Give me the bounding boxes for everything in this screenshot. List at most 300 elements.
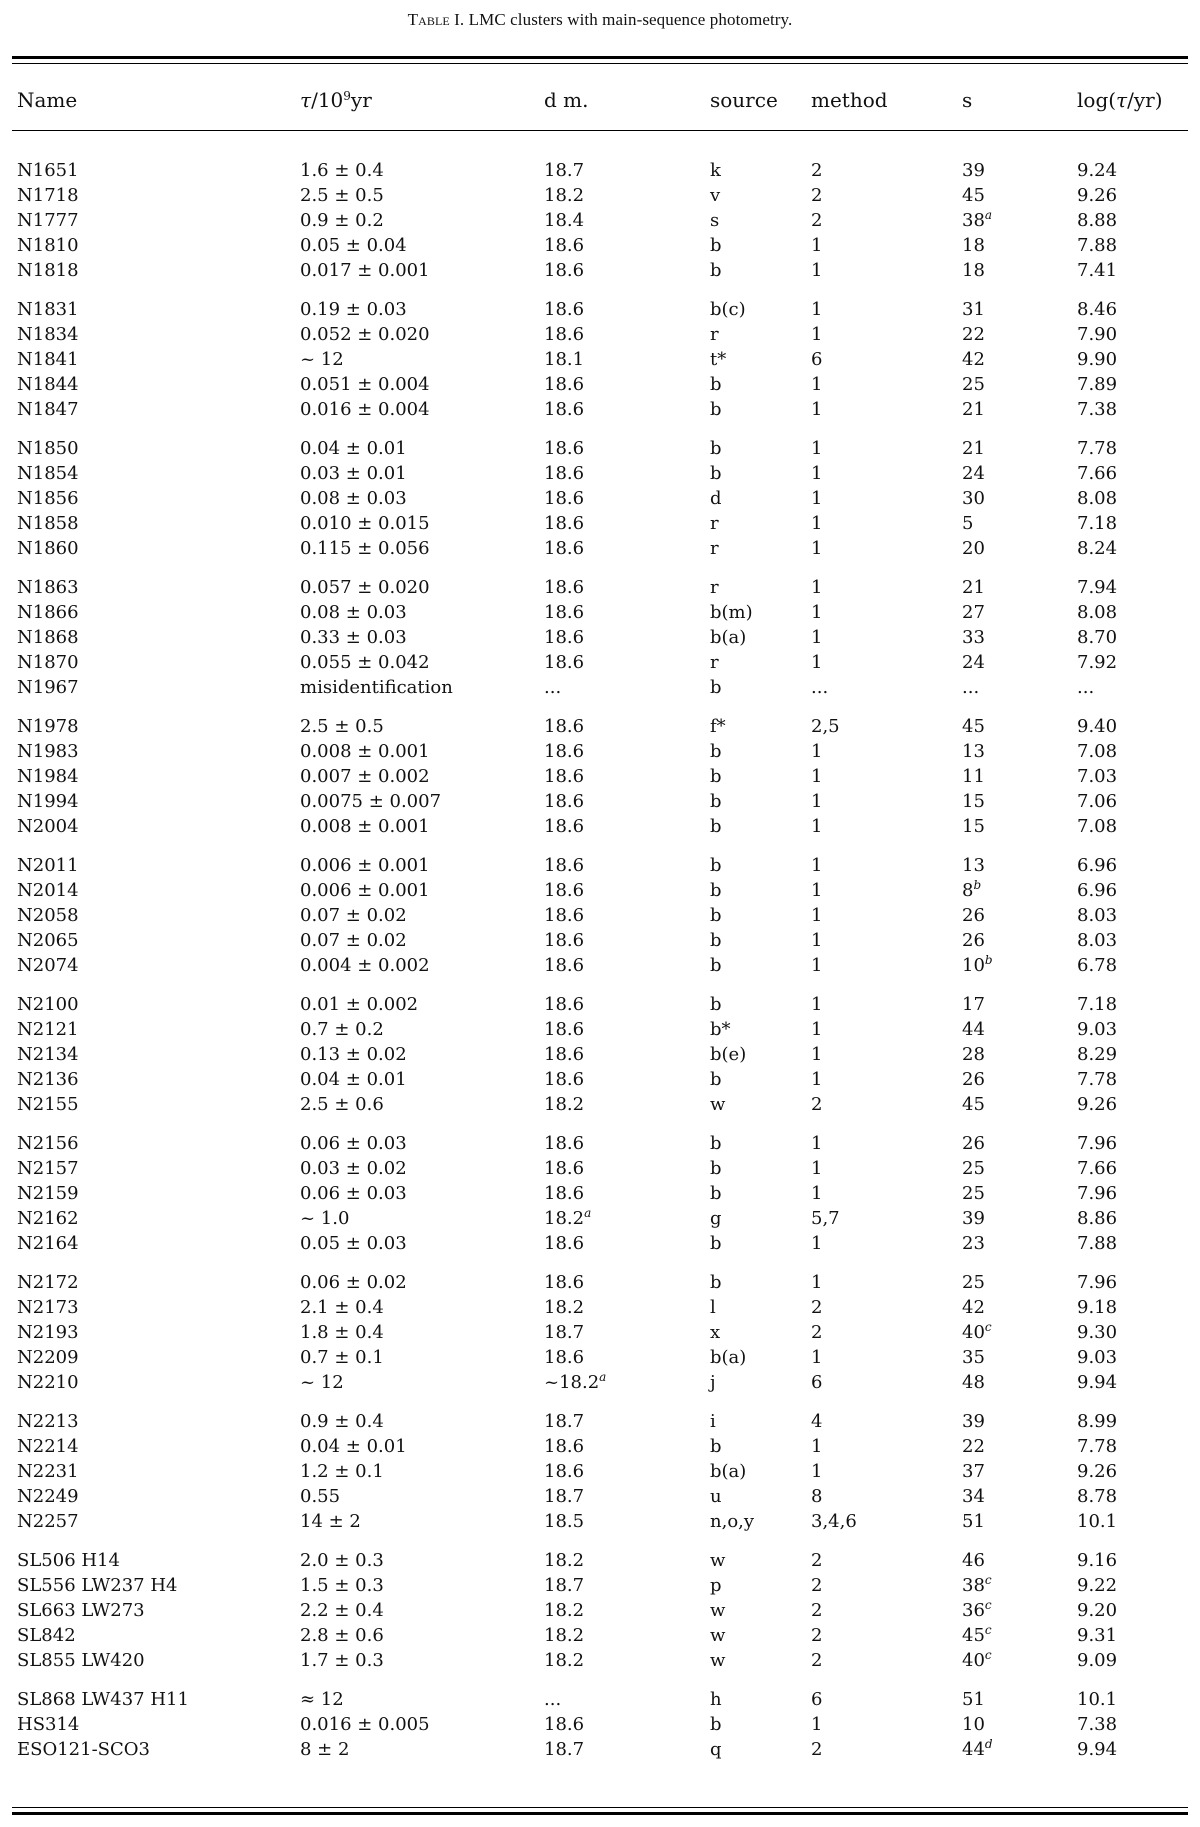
cell-method xyxy=(811,1509,857,1534)
cell-log xyxy=(1077,1737,1117,1762)
cell-s xyxy=(962,1573,992,1598)
cell-name xyxy=(17,461,79,486)
footnote-marker: b xyxy=(984,953,993,967)
cell-source-text: u xyxy=(710,1486,722,1507)
cell-name-text: N1856 xyxy=(17,488,79,509)
cell-method-text: 1 xyxy=(811,1233,823,1254)
cell-method-text: 1 xyxy=(811,741,823,762)
cell-s-text: 22 xyxy=(962,324,985,345)
table-row xyxy=(0,1573,1200,1598)
cell-dm xyxy=(544,1067,584,1092)
cell-method xyxy=(811,1409,822,1434)
cell-age xyxy=(300,625,407,650)
cell-dm-text: 18.2 xyxy=(544,1600,585,1621)
cell-dm-text: 18.7 xyxy=(544,1486,585,1507)
cell-s xyxy=(962,625,985,650)
cell-dm xyxy=(544,183,584,208)
cell-dm xyxy=(544,536,584,561)
cell-s xyxy=(962,992,985,1017)
cell-source-text: b(a) xyxy=(710,1461,747,1482)
table-row xyxy=(0,1509,1200,1534)
cell-s xyxy=(962,739,985,764)
cell-dm xyxy=(544,1320,584,1345)
cell-name-text: N1847 xyxy=(17,399,79,420)
cell-log-text: 7.08 xyxy=(1077,741,1118,762)
table-row xyxy=(0,1548,1200,1573)
cell-dm-text: ~18.2 xyxy=(544,1372,600,1393)
cell-dm-text: 18.6 xyxy=(544,299,585,320)
cell-dm xyxy=(544,461,584,486)
cell-log-text: 8.03 xyxy=(1077,930,1118,951)
cell-source-text: b xyxy=(710,677,722,698)
cell-dm xyxy=(544,1484,584,1509)
cell-source xyxy=(710,953,722,978)
cell-method-text: 2 xyxy=(811,185,823,206)
cell-source xyxy=(710,1320,720,1345)
cell-dm xyxy=(544,575,584,600)
cell-method xyxy=(811,158,822,183)
cell-age xyxy=(300,372,430,397)
cell-source xyxy=(710,853,722,878)
cell-source-text: b xyxy=(710,1133,722,1154)
cell-method xyxy=(811,1737,822,1762)
cell-s xyxy=(962,764,985,789)
cell-source xyxy=(710,1548,725,1573)
table-row xyxy=(0,1231,1200,1256)
cell-method-text: 2 xyxy=(811,160,823,181)
cell-method xyxy=(811,397,822,422)
cell-dm-text: ... xyxy=(544,1689,562,1710)
cell-log-text: 9.94 xyxy=(1077,1739,1118,1760)
cell-method xyxy=(811,258,822,283)
cell-method-text: 6 xyxy=(811,1689,823,1710)
table-row xyxy=(0,953,1200,978)
cell-s xyxy=(962,1434,985,1459)
cell-source-text: h xyxy=(710,1689,722,1710)
cell-dm xyxy=(544,511,584,536)
cell-age xyxy=(300,1409,384,1434)
cell-method xyxy=(811,1156,822,1181)
cell-source xyxy=(710,1270,722,1295)
cell-method-text: 1 xyxy=(811,1714,823,1735)
cell-method-text: 2 xyxy=(811,1094,823,1115)
cell-dm xyxy=(544,158,584,183)
cell-log-text: 9.31 xyxy=(1077,1625,1118,1646)
cell-source-text: b(m) xyxy=(710,602,753,623)
cell-s-text: 30 xyxy=(962,488,985,509)
cell-dm-text: 18.7 xyxy=(544,1739,585,1760)
cell-age-text: 0.05 ± 0.03 xyxy=(300,1233,407,1254)
cell-source-text: t* xyxy=(710,349,727,370)
cell-source xyxy=(710,486,722,511)
cell-s-text: 18 xyxy=(962,260,985,281)
cell-s xyxy=(962,1509,985,1534)
cell-s-text: 45 xyxy=(962,185,985,206)
cell-dm-text: 18.6 xyxy=(544,1461,585,1482)
cell-dm-text: 18.7 xyxy=(544,160,585,181)
cell-s-text: 42 xyxy=(962,349,985,370)
table-row xyxy=(0,1409,1200,1434)
cell-age xyxy=(300,739,430,764)
cell-dm-text: 18.6 xyxy=(544,1183,585,1204)
cell-s xyxy=(962,1484,985,1509)
cell-method-text: 1 xyxy=(811,652,823,673)
cell-dm-text: 18.6 xyxy=(544,880,585,901)
cell-age-text: misidentification xyxy=(300,677,453,698)
cell-method xyxy=(811,1131,822,1156)
cell-s-text: 8 xyxy=(962,880,974,901)
cell-method xyxy=(811,600,822,625)
cell-name xyxy=(17,1181,79,1206)
cell-age xyxy=(300,1573,384,1598)
cell-method-text: 1 xyxy=(811,791,823,812)
cell-log xyxy=(1077,1295,1117,1320)
cell-source xyxy=(710,1598,725,1623)
cell-s xyxy=(962,878,981,903)
cell-method xyxy=(811,511,822,536)
cell-method xyxy=(811,1017,822,1042)
cell-log xyxy=(1077,233,1117,258)
cell-dm xyxy=(544,714,584,739)
cell-log-text: 6.78 xyxy=(1077,955,1118,976)
cell-method-text: 1 xyxy=(811,438,823,459)
cell-source-text: w xyxy=(710,1600,726,1621)
cell-dm-text: 18.6 xyxy=(544,905,585,926)
cell-log-text: 7.18 xyxy=(1077,513,1118,534)
cell-name-text: SL842 xyxy=(17,1625,76,1646)
cell-method-text: 1 xyxy=(811,1158,823,1179)
cell-age-text: 2.1 ± 0.4 xyxy=(300,1297,384,1318)
cell-method-text: 2,5 xyxy=(811,716,840,737)
cell-dm xyxy=(544,1648,584,1673)
cell-log xyxy=(1077,1434,1117,1459)
cell-s xyxy=(962,1598,992,1623)
cell-source xyxy=(710,1623,725,1648)
cell-log-text: 7.66 xyxy=(1077,1158,1118,1179)
table-row xyxy=(0,1131,1200,1156)
cell-name xyxy=(17,297,79,322)
cell-age xyxy=(300,1067,407,1092)
cell-s xyxy=(962,1206,985,1231)
cell-s-text: 38 xyxy=(962,1575,985,1596)
cell-name-text: SL506 H14 xyxy=(17,1550,120,1571)
cell-name-text: N2136 xyxy=(17,1069,79,1090)
cell-s-text: 31 xyxy=(962,299,985,320)
cell-log xyxy=(1077,1548,1117,1573)
table-row xyxy=(0,1181,1200,1206)
cell-name xyxy=(17,258,79,283)
cell-s-text: 18 xyxy=(962,235,985,256)
cell-source xyxy=(710,814,722,839)
cell-source xyxy=(710,878,722,903)
cell-method-text: 1 xyxy=(811,1461,823,1482)
cell-dm-text: 18.6 xyxy=(544,741,585,762)
cell-age-text: 0.7 ± 0.1 xyxy=(300,1347,384,1368)
cell-name-text: N1967 xyxy=(17,677,79,698)
cell-s-text: 24 xyxy=(962,652,985,673)
cell-log-text: 9.18 xyxy=(1077,1297,1118,1318)
cell-age xyxy=(300,158,384,183)
cell-age xyxy=(300,461,407,486)
cell-dm xyxy=(544,322,584,347)
cell-name xyxy=(17,233,79,258)
cell-log-text: 9.40 xyxy=(1077,716,1118,737)
table-row xyxy=(0,928,1200,953)
cell-name-text: N1844 xyxy=(17,374,79,395)
cell-s-text: 39 xyxy=(962,1411,985,1432)
cell-source xyxy=(710,258,722,283)
cell-name xyxy=(17,1320,79,1345)
cell-method-text: 1 xyxy=(811,930,823,951)
cell-method-text: 1 xyxy=(811,880,823,901)
cell-name-text: N2058 xyxy=(17,905,79,926)
cell-name xyxy=(17,208,79,233)
footnote-marker: c xyxy=(984,1573,992,1587)
cell-age-text: 0.06 ± 0.03 xyxy=(300,1183,407,1204)
table-row xyxy=(0,461,1200,486)
cell-age xyxy=(300,1181,407,1206)
cell-age-text: 2.5 ± 0.6 xyxy=(300,1094,384,1115)
cell-log xyxy=(1077,650,1117,675)
cell-name-text: N2157 xyxy=(17,1158,79,1179)
cell-source-text: n,o,y xyxy=(710,1511,755,1532)
cell-age-text: 0.06 ± 0.02 xyxy=(300,1272,407,1293)
cell-age-text: ~ 12 xyxy=(300,1372,344,1393)
cell-method xyxy=(811,1042,822,1067)
cell-s xyxy=(962,953,993,978)
cell-source xyxy=(710,536,719,561)
cell-source xyxy=(710,1156,722,1181)
cell-method xyxy=(811,1206,840,1231)
cell-dm xyxy=(544,953,584,978)
cell-name xyxy=(17,1156,79,1181)
cell-dm xyxy=(544,208,584,233)
cell-log xyxy=(1077,575,1117,600)
cell-age xyxy=(300,903,407,928)
cell-age xyxy=(300,1598,384,1623)
cell-age-text: 0.006 ± 0.001 xyxy=(300,880,430,901)
cell-age-text: 1.2 ± 0.1 xyxy=(300,1461,384,1482)
table-label: Table I. xyxy=(407,10,465,29)
cell-log xyxy=(1077,714,1117,739)
header-rule xyxy=(12,130,1188,131)
cell-dm xyxy=(544,814,584,839)
cell-log-text: 8.86 xyxy=(1077,1208,1118,1229)
table-row xyxy=(0,1042,1200,1067)
cell-age xyxy=(300,1459,384,1484)
cell-method-text: 1 xyxy=(811,538,823,559)
cell-method xyxy=(811,536,822,561)
cell-name xyxy=(17,1434,79,1459)
cell-name-text: N2257 xyxy=(17,1511,79,1532)
header-age-unit-end: yr xyxy=(350,88,372,112)
cell-source xyxy=(710,992,722,1017)
cell-s xyxy=(962,258,985,283)
table-row xyxy=(0,1434,1200,1459)
cell-age xyxy=(300,1687,344,1712)
cell-dm-text: 18.6 xyxy=(544,1069,585,1090)
cell-method-text: 2 xyxy=(811,1575,823,1596)
cell-method-text: 1 xyxy=(811,994,823,1015)
cell-dm xyxy=(544,1345,584,1370)
cell-method-text: 4 xyxy=(811,1411,823,1432)
cell-s xyxy=(962,208,992,233)
cell-s-text: 21 xyxy=(962,577,985,598)
cell-method xyxy=(811,625,822,650)
cell-dm-text: 18.2 xyxy=(544,1094,585,1115)
table-row xyxy=(0,600,1200,625)
cell-age xyxy=(300,1648,384,1673)
cell-dm-text: 18.7 xyxy=(544,1322,585,1343)
cell-source xyxy=(710,928,722,953)
cell-source-text: r xyxy=(710,577,719,598)
cell-source xyxy=(710,764,722,789)
cell-log xyxy=(1077,1509,1117,1534)
cell-dm xyxy=(544,675,561,700)
cell-dm xyxy=(544,397,584,422)
cell-source xyxy=(710,461,722,486)
cell-method-text: 1 xyxy=(811,488,823,509)
cell-dm xyxy=(544,764,584,789)
cell-method xyxy=(811,1484,822,1509)
cell-age xyxy=(300,853,430,878)
cell-s-text: 27 xyxy=(962,602,985,623)
cell-log xyxy=(1077,1712,1117,1737)
cell-source-text: q xyxy=(710,1739,722,1760)
cell-age-text: 0.33 ± 0.03 xyxy=(300,627,407,648)
cell-s xyxy=(962,714,985,739)
cell-age-text: 0.08 ± 0.03 xyxy=(300,602,407,623)
footnote-marker: a xyxy=(599,1370,607,1384)
cell-log-text: 7.03 xyxy=(1077,766,1118,787)
cell-s xyxy=(962,372,985,397)
cell-s-text: 17 xyxy=(962,994,985,1015)
cell-source-text: b(e) xyxy=(710,1044,747,1065)
cell-s xyxy=(962,511,973,536)
table-row xyxy=(0,1092,1200,1117)
cell-dm-text: 18.4 xyxy=(544,210,585,231)
header-row xyxy=(0,88,1200,114)
cell-source xyxy=(710,903,722,928)
cell-age xyxy=(300,1434,407,1459)
cell-s xyxy=(962,1345,985,1370)
cell-method xyxy=(811,789,822,814)
cell-s-text: 48 xyxy=(962,1372,985,1393)
cell-age-text: 0.07 ± 0.02 xyxy=(300,930,407,951)
cell-source xyxy=(710,1459,746,1484)
cell-s-text: 13 xyxy=(962,741,985,762)
cell-s-text: 10 xyxy=(962,1714,985,1735)
bottom-rule-thick xyxy=(12,1812,1188,1815)
table-row xyxy=(0,814,1200,839)
cell-log xyxy=(1077,600,1117,625)
cell-name-text: N1818 xyxy=(17,260,79,281)
cell-method xyxy=(811,992,822,1017)
cell-dm xyxy=(544,1370,606,1395)
cell-s xyxy=(962,814,985,839)
cell-name-text: N2162 xyxy=(17,1208,79,1229)
cell-dm-text: 18.6 xyxy=(544,463,585,484)
cell-source-text: w xyxy=(710,1650,726,1671)
cell-dm xyxy=(544,1156,584,1181)
table-row xyxy=(0,233,1200,258)
table-body xyxy=(0,158,1200,1762)
cell-dm-text: 18.5 xyxy=(544,1511,585,1532)
cell-log-text: 9.26 xyxy=(1077,1094,1118,1115)
cell-log-text: 9.16 xyxy=(1077,1550,1118,1571)
cell-s-text: 45 xyxy=(962,1094,985,1115)
cell-log-text: 6.96 xyxy=(1077,880,1118,901)
cell-dm-text: 18.6 xyxy=(544,791,585,812)
table-row xyxy=(0,372,1200,397)
header-source: source xyxy=(710,88,778,112)
cell-s xyxy=(962,436,985,461)
cell-log-text: 7.96 xyxy=(1077,1133,1118,1154)
cell-dm xyxy=(544,372,584,397)
cell-name xyxy=(17,1712,79,1737)
cell-dm xyxy=(544,650,584,675)
cell-log-text: 9.22 xyxy=(1077,1575,1118,1596)
cell-dm xyxy=(544,1270,584,1295)
cell-method xyxy=(811,1712,822,1737)
cell-log xyxy=(1077,397,1117,422)
cell-s xyxy=(962,1295,985,1320)
cell-source-text: b xyxy=(710,741,722,762)
cell-dm xyxy=(544,258,584,283)
cell-log-text: 7.08 xyxy=(1077,816,1118,837)
cell-log xyxy=(1077,486,1117,511)
table-row xyxy=(0,1370,1200,1395)
cell-method xyxy=(811,1573,822,1598)
cell-dm xyxy=(544,1573,584,1598)
cell-dm-text: 18.6 xyxy=(544,652,585,673)
cell-log-text: 9.24 xyxy=(1077,160,1118,181)
cell-log xyxy=(1077,258,1117,283)
cell-name-text: N2155 xyxy=(17,1094,79,1115)
cell-log xyxy=(1077,928,1117,953)
cell-age-text: 0.13 ± 0.02 xyxy=(300,1044,407,1065)
cell-s xyxy=(962,1623,992,1648)
cell-s xyxy=(962,1092,985,1117)
cell-name xyxy=(17,322,79,347)
cell-name xyxy=(17,764,79,789)
cell-log-text: 9.26 xyxy=(1077,185,1118,206)
cell-log xyxy=(1077,183,1117,208)
cell-s xyxy=(962,1648,992,1673)
table-caption xyxy=(0,10,1200,30)
cell-dm xyxy=(544,739,584,764)
cell-source xyxy=(710,1409,716,1434)
cell-name-text: N1834 xyxy=(17,324,79,345)
cell-source-text: p xyxy=(710,1575,722,1596)
cell-age-text: 0.055 ± 0.042 xyxy=(300,652,430,673)
cell-s-text: 45 xyxy=(962,1625,985,1646)
cell-method xyxy=(811,1598,822,1623)
cell-name xyxy=(17,1270,79,1295)
cell-s xyxy=(962,233,985,258)
cell-name xyxy=(17,739,79,764)
cell-source xyxy=(710,1484,722,1509)
table-row xyxy=(0,1687,1200,1712)
cell-age-text: 0.03 ± 0.02 xyxy=(300,1158,407,1179)
cell-method-text: 2 xyxy=(811,1739,823,1760)
cell-age xyxy=(300,675,453,700)
cell-name xyxy=(17,1067,79,1092)
cell-age-text: 0.9 ± 0.4 xyxy=(300,1411,384,1432)
top-rule-thick xyxy=(12,56,1188,59)
cell-method xyxy=(811,297,822,322)
cell-age xyxy=(300,1623,384,1648)
